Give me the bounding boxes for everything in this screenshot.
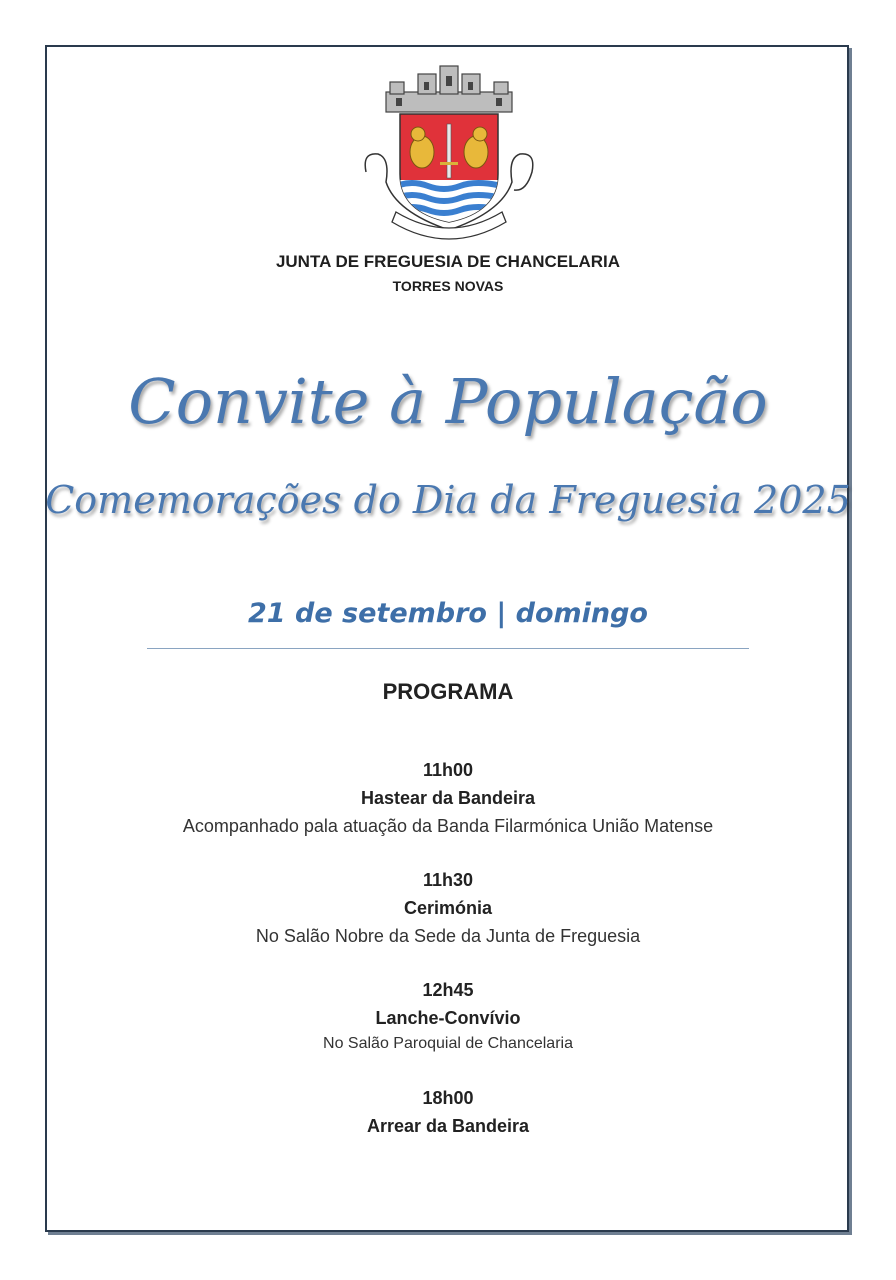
event-description: No Salão Nobre da Sede da Junta de Freguesia [255, 926, 641, 946]
event-time: 11h30 [422, 870, 474, 890]
event-name: Lanche-Convívio [375, 1008, 521, 1028]
event-description: No Salão Paroquial de Chancelaria [323, 1035, 573, 1052]
divider [147, 648, 749, 649]
event-time: 11h00 [422, 760, 474, 780]
organization-location: TORRES NOVAS [392, 278, 504, 294]
coat-of-arms-icon [356, 62, 542, 242]
event-time: 12h45 [422, 980, 474, 1000]
event-date: 21 de setembro | domingo [248, 598, 648, 629]
event-description: Acompanhado pala atuação da Banda Filarmónica União Matense [182, 816, 714, 836]
event-time: 18h00 [422, 1088, 474, 1108]
invitation-title: Convite à População [128, 365, 768, 438]
program-heading: PROGRAMA [382, 679, 514, 704]
event-subtitle: Comemorações do Dia da Freguesia 2025 [45, 478, 851, 522]
event-name: Arrear da Bandeira [366, 1116, 530, 1136]
organization-name: JUNTA DE FREGUESIA DE CHANCELARIA [275, 252, 621, 271]
event-name: Hastear da Bandeira [360, 788, 536, 808]
event-name: Cerimónia [403, 898, 493, 918]
